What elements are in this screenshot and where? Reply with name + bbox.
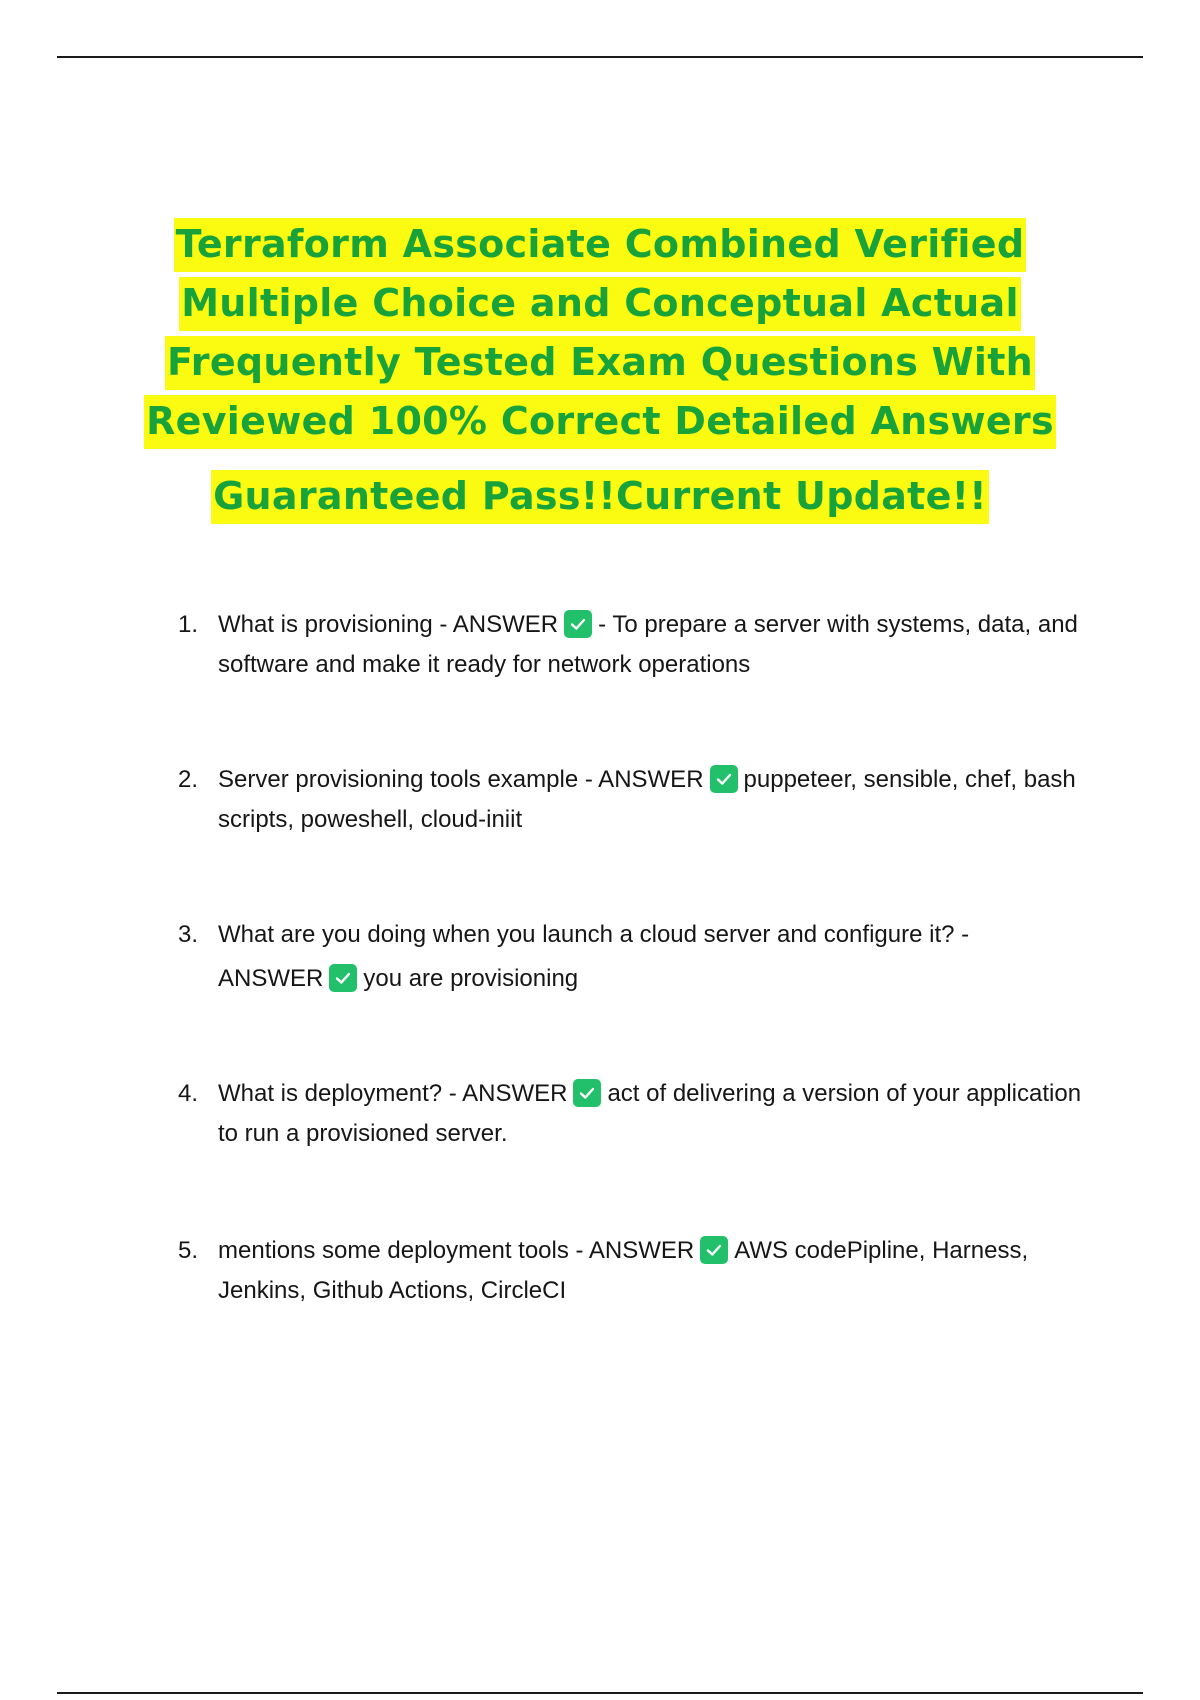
answer-text: you are provisioning: [363, 965, 579, 992]
title-row-3: [100, 336, 1100, 395]
title-line-3: Frequently Tested Exam Questions With: [165, 336, 1035, 390]
title-row-4: [100, 395, 1100, 454]
title-line-5: Guaranteed Pass!!Current Update!!: [211, 470, 989, 524]
question-text: What is deployment? - ANSWER: [218, 1080, 568, 1107]
answer-text: act of delivering a version of your application to run a provisioned server.: [218, 1080, 1082, 1147]
answer-text: - To prepare a server with systems, data, and software and make it ready for network operations: [218, 611, 1078, 678]
question-number: 3.: [178, 921, 199, 948]
title-row-5: [100, 470, 1100, 529]
question-list: [178, 605, 1098, 1311]
check-mark-icon: [710, 765, 738, 793]
top-divider: [57, 56, 1143, 58]
answer-text: AWS codePipline, Harness, Jenkins, Github Actions, CircleCI: [218, 1237, 1029, 1304]
title-row-2: [100, 277, 1100, 336]
document-title: [100, 218, 1100, 529]
question-number: 4.: [178, 1080, 199, 1107]
question-text: Server provisioning tools example - ANSWER: [218, 766, 704, 793]
check-mark-icon: [700, 1236, 728, 1264]
question-item: [178, 760, 1098, 840]
question-number: 5.: [178, 1237, 199, 1264]
question-number: 2.: [178, 766, 199, 793]
check-mark-icon: [329, 964, 357, 992]
question-text-cont: ANSWER: [218, 965, 324, 992]
question-item: [178, 1231, 1098, 1311]
question-text: mentions some deployment tools - ANSWER: [218, 1237, 695, 1264]
title-line-2: Multiple Choice and Conceptual Actual: [179, 277, 1021, 331]
question-number: 1.: [178, 611, 199, 638]
answer-text: puppeteer, sensible, chef, bash scripts, poweshell, cloud-iniit: [218, 766, 1076, 833]
question-item: [178, 605, 1098, 685]
check-mark-icon: [564, 610, 592, 638]
question-item: [178, 915, 1098, 999]
title-line-4: Reviewed 100% Correct Detailed Answers: [144, 395, 1056, 449]
title-line-1: Terraform Associate Combined Verified: [174, 218, 1027, 272]
bottom-divider: [57, 1692, 1143, 1694]
question-item: [178, 1074, 1098, 1154]
check-mark-icon: [573, 1079, 601, 1107]
question-text: What is provisioning - ANSWER: [218, 611, 559, 638]
question-continuation: [218, 959, 1098, 999]
question-text: What are you doing when you launch a cloud server and configure it? -: [218, 921, 970, 948]
title-row-1: [100, 218, 1100, 277]
